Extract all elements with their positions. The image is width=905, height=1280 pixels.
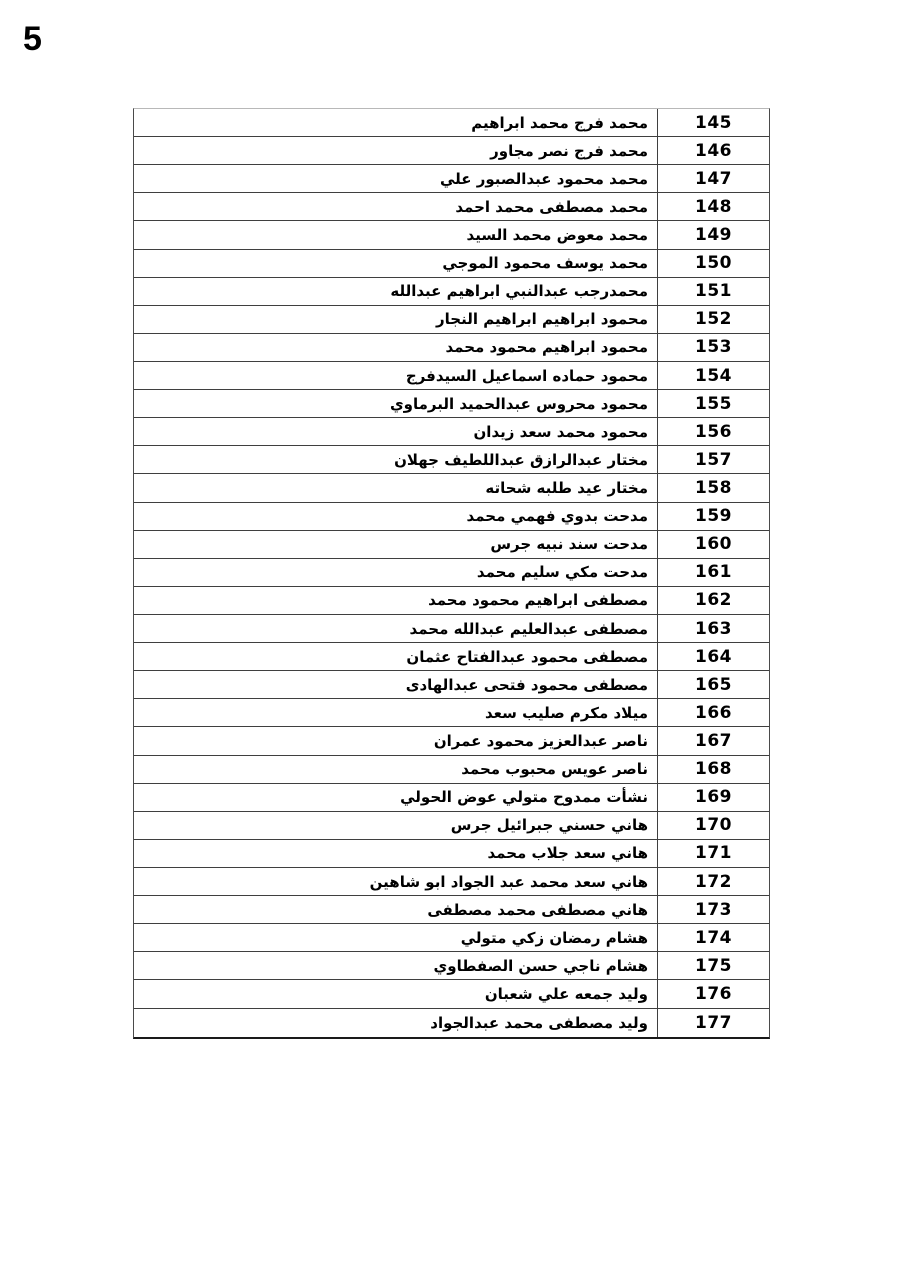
table-row (134, 390, 769, 418)
table-row (134, 165, 769, 193)
person-name: محمد محمود عبدالصبور علي (439, 169, 648, 188)
row-number: 159 (657, 503, 769, 530)
row-number: 176 (657, 980, 769, 1007)
row-number: 145 (657, 109, 769, 136)
person-name: ميلاد مكرم صليب سعد (484, 703, 648, 722)
row-number: 166 (657, 699, 769, 726)
person-name: مدحت مكي سليم محمد (476, 563, 648, 582)
person-name: محمود حماده اسماعيل السيدفرج (405, 366, 648, 385)
row-number: 150 (657, 250, 769, 277)
person-name: محمد فرج نصر مجاور (490, 141, 648, 160)
table-row (134, 980, 769, 1008)
row-number: 152 (657, 306, 769, 333)
person-name: ناصر عويس محبوب محمد (461, 760, 648, 779)
person-name: محمود ابراهيم محمود محمد (445, 338, 648, 357)
table-row (134, 784, 769, 812)
person-name: وليد جمعه علي شعبان (484, 984, 648, 1003)
person-name: محمود محروس عبدالحميد البرماوي (389, 394, 648, 413)
row-number: 156 (657, 418, 769, 445)
table-row (134, 334, 769, 362)
table-row (134, 671, 769, 699)
table-row (134, 587, 769, 615)
table-row (134, 446, 769, 474)
person-name: مختار عيد طلبه شحاته (485, 478, 648, 497)
person-name: مختار عبدالرازق عبداللطيف جهلان (394, 450, 648, 469)
person-name: هشام رمضان زكي متولي (460, 928, 648, 947)
person-name: محمدرجب عبدالنبي ابراهيم عبدالله (390, 282, 648, 301)
table-row (134, 221, 769, 249)
row-number: 161 (657, 559, 769, 586)
table-row (134, 643, 769, 671)
row-number: 168 (657, 756, 769, 783)
person-name: محمود ابراهيم ابراهيم النجار (436, 310, 648, 329)
row-number: 162 (657, 587, 769, 614)
table-row (134, 727, 769, 755)
row-number: 171 (657, 840, 769, 867)
person-name: مصطفى محمود فتحى عبدالهادى (405, 675, 648, 694)
table-row (134, 418, 769, 446)
person-name: هاني سعد محمد عبد الجواد ابو شاهين (369, 872, 648, 891)
row-number: 164 (657, 643, 769, 670)
table-row (134, 812, 769, 840)
table-row (134, 109, 769, 137)
row-number: 148 (657, 193, 769, 220)
row-number: 170 (657, 812, 769, 839)
row-number: 173 (657, 896, 769, 923)
row-number: 163 (657, 615, 769, 642)
page-number: 5 (23, 20, 42, 58)
person-name: محمد فرج محمد ابراهيم (471, 113, 648, 132)
row-number: 174 (657, 924, 769, 951)
table-row (134, 278, 769, 306)
person-name: هشام ناجي حسن الصفطاوي (433, 956, 648, 975)
row-number: 167 (657, 727, 769, 754)
person-name: مدحت سند نبيه جرس (490, 535, 648, 554)
person-name: وليد مصطفى محمد عبدالجواد (430, 1013, 648, 1032)
person-name: هاني حسني جبرائيل جرس (450, 816, 648, 835)
table-row (134, 699, 769, 727)
row-number: 153 (657, 334, 769, 361)
table-row (134, 503, 769, 531)
row-number: 154 (657, 362, 769, 389)
row-number: 172 (657, 868, 769, 895)
table-row (134, 924, 769, 952)
row-number: 169 (657, 784, 769, 811)
table-row (134, 531, 769, 559)
table-row (134, 840, 769, 868)
row-number: 177 (657, 1009, 769, 1037)
table-row (134, 952, 769, 980)
row-number: 155 (657, 390, 769, 417)
table-row (134, 193, 769, 221)
row-number: 146 (657, 137, 769, 164)
person-name: مصطفى عبدالعليم عبدالله محمد (409, 619, 648, 638)
table-row (134, 250, 769, 278)
row-number: 149 (657, 221, 769, 248)
table-row (134, 474, 769, 502)
person-name: ناصر عبدالعزيز محمود عمران (433, 731, 648, 750)
table-row (134, 896, 769, 924)
row-number: 165 (657, 671, 769, 698)
person-name: محمد مصطفى محمد احمد (455, 197, 648, 216)
row-number: 151 (657, 278, 769, 305)
row-number: 147 (657, 165, 769, 192)
row-number: 157 (657, 446, 769, 473)
row-number: 175 (657, 952, 769, 979)
person-name: نشأت ممدوح متولي عوض الحولي (400, 788, 648, 807)
table-row (134, 756, 769, 784)
row-number: 158 (657, 474, 769, 501)
person-name: هاني مصطفى محمد مصطفى (427, 900, 648, 919)
table-row (134, 1009, 769, 1037)
person-name: مصطفى محمود عبدالفتاح عثمان (406, 647, 648, 666)
row-number: 160 (657, 531, 769, 558)
table-row (134, 362, 769, 390)
person-name: محمد يوسف محمود الموجي (442, 254, 648, 273)
table-row (134, 137, 769, 165)
names-table (133, 108, 770, 1039)
table-row (134, 868, 769, 896)
table-row (134, 306, 769, 334)
table-row (134, 615, 769, 643)
person-name: هاني سعد جلاب محمد (487, 844, 648, 863)
person-name: مدحت بدوي فهمي محمد (466, 507, 648, 526)
person-name: محمد معوض محمد السيد (466, 225, 648, 244)
person-name: مصطفى ابراهيم محمود محمد (428, 591, 648, 610)
person-name: محمود محمد سعد زيدان (473, 422, 648, 441)
table-row (134, 559, 769, 587)
